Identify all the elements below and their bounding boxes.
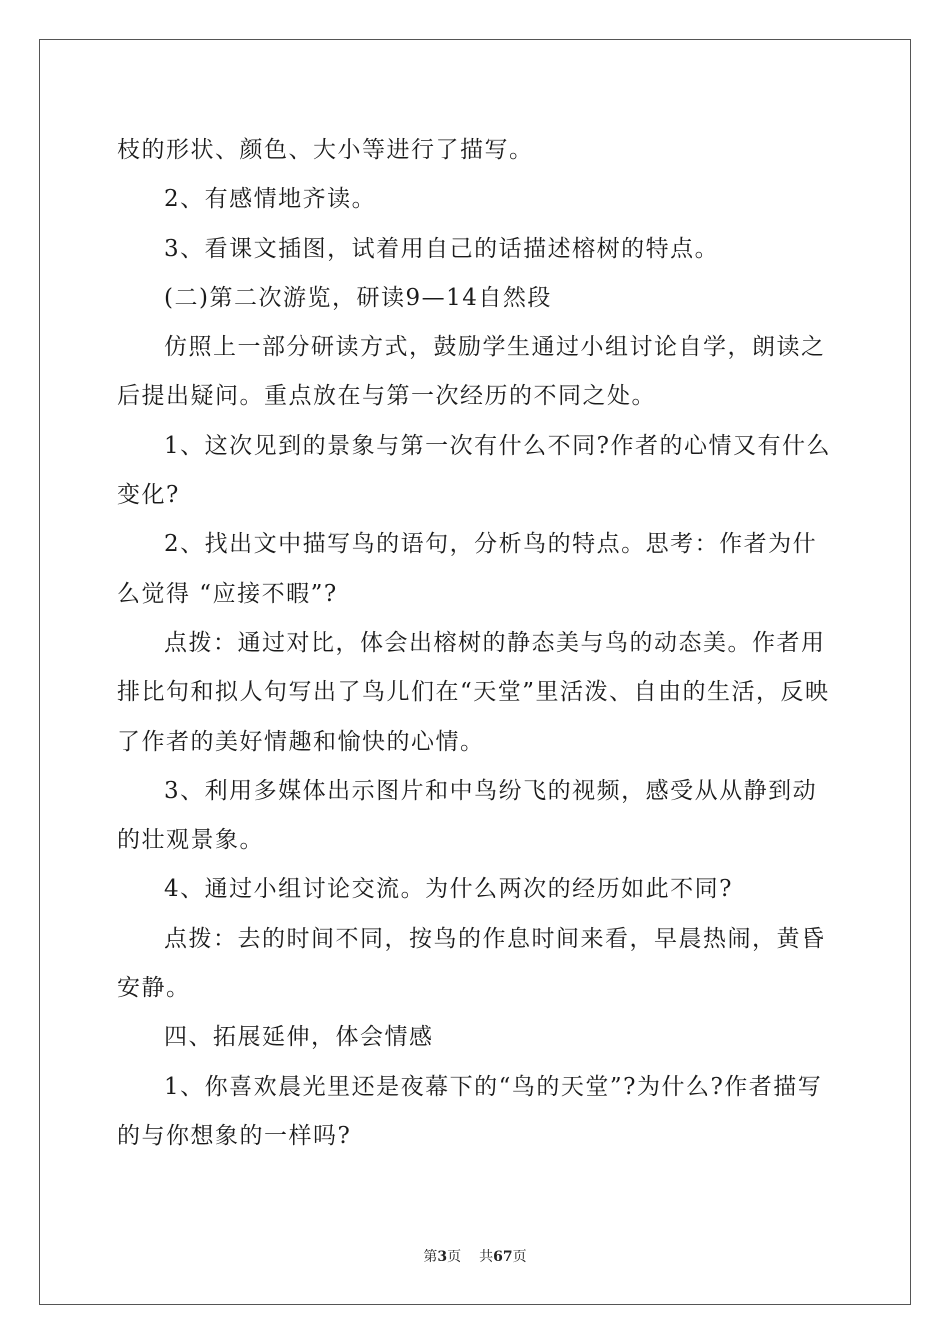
paragraph: 枝的形状、颜色、大小等进行了描写。 [117,137,534,163]
paragraph: 1、你喜欢晨光里还是夜幕下的“鸟的天堂”?为什么?作者描写的与你想象的一样吗? [117,1073,823,1149]
page-label-suffix: 页 [447,1249,462,1265]
page-number: 3 [437,1249,448,1265]
paragraph: 3、看课文插图，试着用自己的话描述榕树的特点。 [164,235,720,262]
section-heading: (二)第二次游览，研读9—14自然段 [164,284,552,311]
total-label-prefix: 共 [479,1249,494,1265]
document-body [117,126,833,1161]
paragraph: 4、通过小组讨论交流。为什么两次的经历如此不同? [164,876,733,903]
paragraph: 1、这次见到的景象与第一次有什么不同?作者的心情又有什么变化? [117,432,831,509]
paragraph: 仿照上一部分研读方式，鼓励学生通过小组讨论自学，朗读之后提出疑问。重点放在与第一次经历的不同之处。 [117,334,826,410]
total-label-suffix: 页 [512,1249,527,1265]
page-footer [0,1247,950,1267]
paragraph: 点拨：通过对比，体会出榕树的静态美与鸟的动态美。作者用排比句和拟人句写出了鸟儿们在“天堂”里活泼、自由的生活，反映了作者的美好情趣和愉快的心情。 [117,629,830,755]
total-pages: 67 [493,1249,513,1265]
paragraph: 2、找出文中描写鸟的语句，分析鸟的特点。思考：作者为什么觉得 “应接不暇”? [117,531,818,607]
paragraph: 点拨：去的时间不同，按鸟的作息时间来看，早晨热闹，黄昏安静。 [117,925,826,1002]
paragraph: 2、有感情地齐读。 [164,186,377,213]
section-heading: 四、拓展延伸，体会情感 [164,1024,434,1051]
page-label-prefix: 第 [423,1249,438,1265]
paragraph: 3、利用多媒体出示图片和中鸟纷飞的视频，感受从从静到动的壮观景象。 [117,777,818,854]
